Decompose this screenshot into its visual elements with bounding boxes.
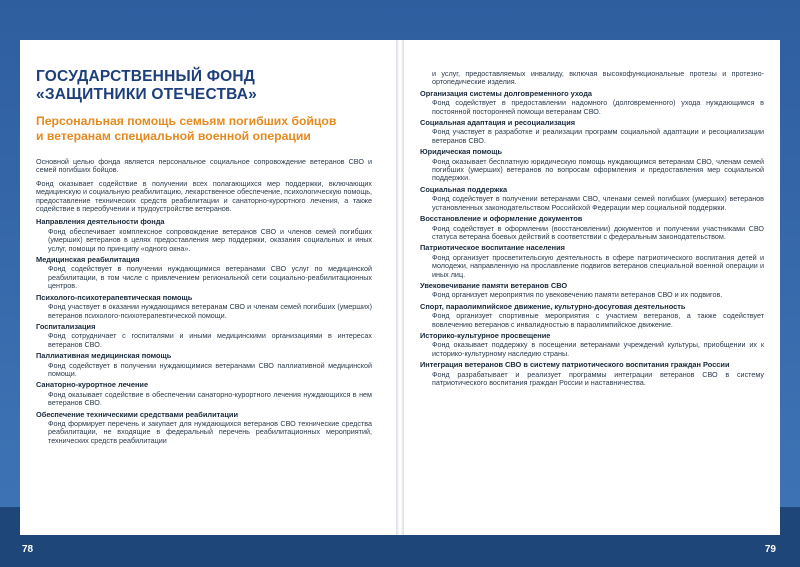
page-subtitle — [36, 114, 372, 144]
page-number-left: 78 — [22, 544, 34, 555]
page-gutter — [396, 40, 404, 535]
section-text: Фонд участвует в оказании нуждающимся ветеранам СВО и членам семей погибших (умерших) ветеранов психолого-психотерапевтической помощи. — [48, 302, 372, 320]
title-line-2: «ЗАЩИТНИКИ ОТЕЧЕСТВА» — [36, 86, 257, 103]
section-heading: Патриотическое воспитание населения — [420, 243, 565, 253]
section-heading: Интеграция ветеранов СВО в систему патриотического воспитания граждан России — [420, 360, 730, 370]
section-heading: Паллиативная медицинская помощь — [36, 351, 172, 361]
section-text: Фонд содействует в получении нуждающимися ветеранами СВО паллиативной медицинской помощи. — [48, 360, 372, 378]
section-text: Фонд формирует перечень и закупает для нуждающихся ветеранов СВО технические средства реабилитации, не входящие в федеральный перечень реабилитационных мероприятий, технических средств реабилитации — [48, 418, 372, 445]
subtitle-line-1: Персональная помощь семьям погибших бойцов — [36, 114, 337, 128]
section-heading: Медицинская реабилитация — [36, 255, 140, 265]
page-title — [36, 68, 372, 104]
continued-text: и услуг, предоставляемых инвалиду, включая высокофункциональные протезы и протезно-ортопедические изделия. — [432, 69, 764, 87]
section-heading: Госпитализация — [36, 321, 96, 331]
section-heading: Психолого-психотерапевтическая помощь — [36, 292, 193, 302]
section-text: Фонд организует спортивные мероприятия с участием ветеранов, а также содействует вовлечению ветеранов с инвалидностью в параолимпийское движение. — [432, 311, 764, 329]
section-text: Фонд оказывает содействие в обеспечении санаторно-курортного лечения нуждающихся в нем ветеранов СВО. — [48, 389, 372, 408]
section-text: Фонд содействует в получении нуждающимися ветеранами СВО услуг по медицинской реабилитации, в том числе с привлечением региональной сети социально-реабилитационных центров. — [48, 264, 372, 291]
left-column — [36, 68, 372, 448]
section-heading: Социальная адаптация и ресоциализация — [420, 118, 576, 128]
intro-paragraph-2: Фонд оказывает содействие в получении всех полагающихся мер поддержки, включающих медицинскую и социальную реабилитацию, лекарственное обеспечение, психологическую помощь, предоставление технических средств реабилитации и санаторно-курортного лечения, а также содействие в переобучении и трудоустройстве ветеранов. — [36, 178, 372, 214]
section-text: Фонд разрабатывает и реализует программы интеграции ветеранов СВО в систему патриотического воспитания граждан России и наставничества. — [432, 369, 764, 387]
section-text: Фонд сотрудничает с госпиталями и иными медицинскими организациями в интересах ветеранов СВО. — [48, 331, 372, 349]
section-heading: Спорт, параолимпийское движение, культурно-досуговая деятельность — [420, 301, 686, 311]
section-heading: Юридическая помощь — [420, 147, 503, 157]
section-text: Фонд организует мероприятия по увековечению памяти ветеранов СВО и их подвигов. — [432, 290, 723, 300]
section-text: Фонд обеспечивает комплексное сопровождение ветеранов СВО и членов семей погибших (умерших) ветеранов в целях предоставления мер поддержки, оказания социальных и иных услуг, помощи по принципу «одного окна». — [48, 226, 372, 253]
section-text: Фонд участвует в разработке и реализации программ социальной адаптации и ресоциализации ветеранов СВО. — [432, 127, 764, 145]
section-heading: Историко-культурное просвещение — [420, 330, 551, 340]
right-column — [420, 70, 764, 390]
section-text: Фонд содействует в получении ветеранами СВО, членами семей погибших (умерших) ветеранов установленных законодательством Российской Федерации мер социальной поддержки. — [432, 194, 764, 212]
section-text: Фонд оказывает бесплатную юридическую помощь нуждающимся ветеранам СВО, членам семей погибших (умерших) ветеранов по вопросам оформления и предоставления мер социальной поддержки. — [432, 156, 764, 183]
title-line-1: ГОСУДАРСТВЕННЫЙ ФОНД — [36, 68, 256, 85]
section-heading: Направления деятельности фонда — [36, 217, 165, 227]
section-heading: Санаторно-курортное лечение — [36, 380, 149, 390]
intro-paragraph-1: Основной целью фонда является персональное социальное сопровождение ветеранов СВО и семей погибших бойцов. — [36, 157, 372, 175]
subtitle-line-2: и ветеранам специальной военной операции — [36, 129, 311, 143]
section-text: Фонд оказывает поддержку в посещении ветеранами учреждений культуры, приобщении их к историко-культурному наследию страны. — [432, 340, 764, 358]
section-heading: Обеспечение техническими средствами реабилитации — [36, 409, 238, 419]
section-heading: Организация системы долговременного ухода — [420, 88, 593, 98]
section-text: Фонд содействует в предоставлении надомного (долговременного) ухода нуждающимся в постоянной посторонней помощи ветеранам СВО. — [432, 98, 764, 116]
section-heading: Социальная поддержка — [420, 184, 508, 194]
section-text: Фонд организует просветительскую деятельность в сфере патриотического воспитания детей и молодежи, направленную на прославление подвигов ветеранов специальной военной операции и иных лиц. — [432, 252, 764, 279]
section-heading: Восстановление и оформление документов — [420, 214, 583, 224]
section-text: Фонд содействует в оформлении (восстановлении) документов и получении участниками СВО статуса ветерана боевых действий в соответствии с федеральным законодательством. — [432, 223, 764, 241]
page-number-right: 79 — [764, 544, 776, 555]
section-heading: Увековечивание памяти ветеранов СВО — [420, 280, 568, 290]
